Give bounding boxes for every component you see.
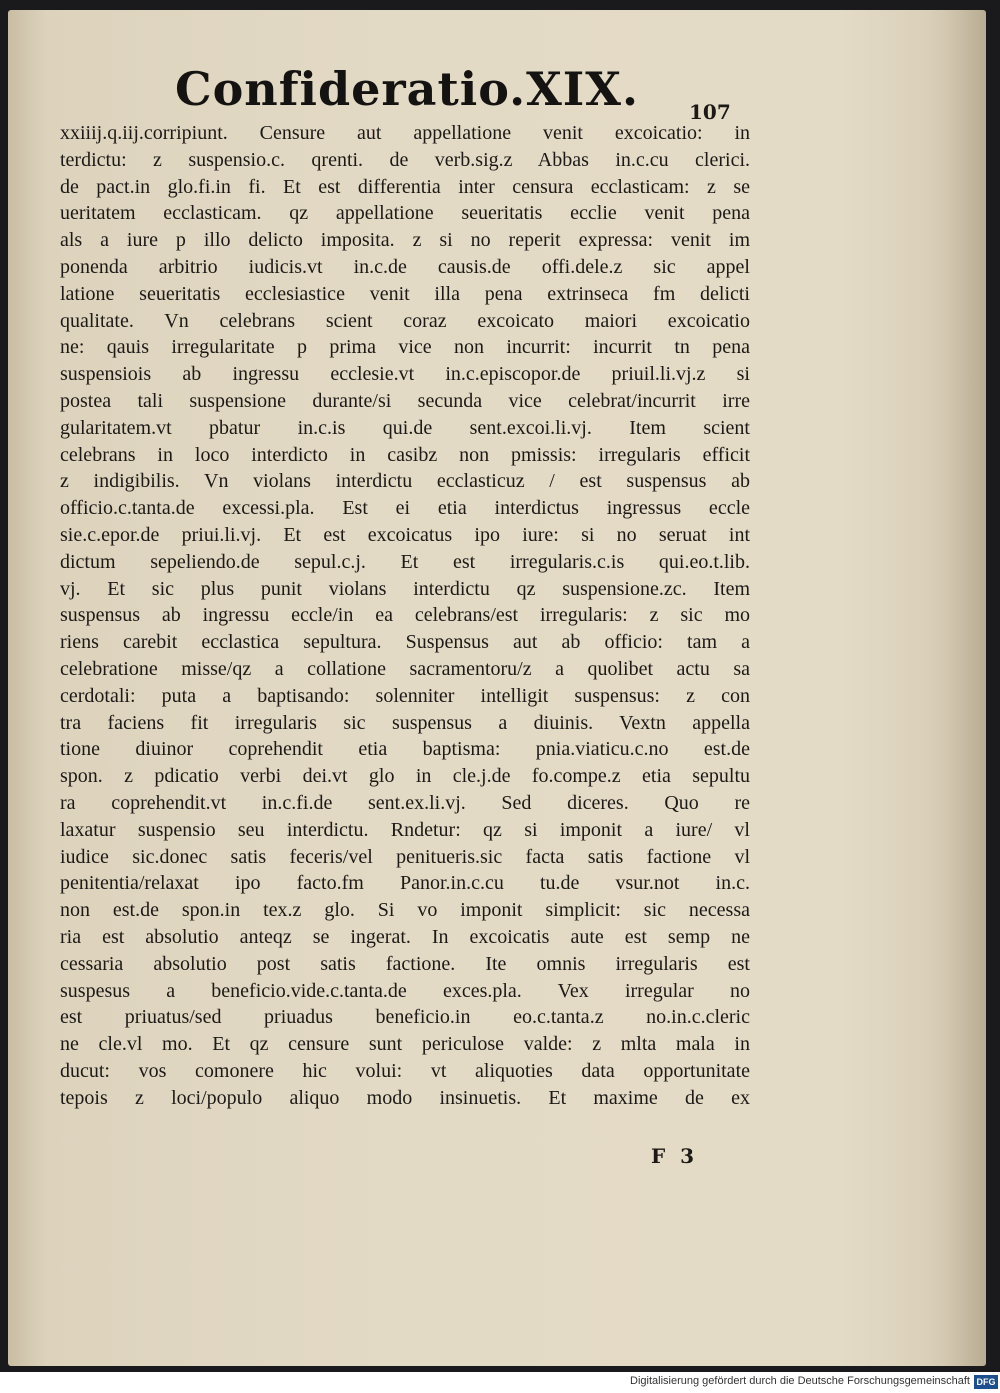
text-line: ponenda arbitrio iudicis.vt in.c.de causis.de offi.dele.z sic appel [60,255,750,278]
text-line: non est.de spon.in tex.z glo. Si vo imponit simplicit: sic necessa [60,899,750,922]
text-line: spon. z pdicatio verbi dei.vt glo in cle.j.de fo.compe.z etia sepultu [60,765,750,788]
page-edge-shadow [926,10,986,1366]
page-heading: Confideratio.XIX. [175,62,639,116]
dfg-logo: DFG [974,1375,998,1389]
text-line: iudice sic.donec satis feceris/vel penitueris.sic facta satis factione vl [60,845,750,868]
text-line: est priuatus/sed priuadus beneficio.in eo.c.tanta.z no.in.c.cleric [60,1006,750,1029]
text-line: suspesus a beneficio.vide.c.tanta.de exces.pla. Vex irregular no [60,979,750,1002]
text-line: ria est absolutio anteqz se ingerat. In excoicatis aute est semp ne [60,925,750,948]
text-line: suspensus ab ingressu eccle/in ea celebrans/est irregularis: z sic mo [60,604,750,627]
text-line: tepois z loci/populo aliquo modo insinuetis. Et maxime de ex [60,1086,750,1109]
text-line: laxatur suspensio seu interdictu. Rndetur: qz si imponit a iure/ vl [60,818,750,841]
body-text [60,120,750,1111]
text-line: ne cle.vl mo. Et qz censure sunt periculose valde: z mlta mala in [60,1033,750,1056]
text-line: cerdotali: puta a baptisando: solenniter intelligit suspensus: z con [60,684,750,707]
text-line: tione diuinor coprehendit etia baptisma: pnia.viaticu.c.no est.de [60,738,750,761]
text-line: dictum sepeliendo.de sepul.c.j. Et est irregularis.c.is qui.eo.t.lib. [60,550,750,573]
text-line: riens carebit ecclastica sepultura. Suspensus aut ab officio: tam a [60,631,750,654]
funding-credit: Digitalisierung gefördert durch die Deutsche Forschungsgemeinschaft [630,1375,970,1387]
text-line: ducut: vos comonere hic volui: vt aliquoties data opportunitate [60,1059,750,1082]
folio-number: 107 [689,100,731,124]
text-line: postea tali suspensione durante/si secunda vice celebrat/incurrit irre [60,389,750,412]
text-line: ne: qauis irregularitate p prima vice non incurrit: incurrit tn pena [60,336,750,359]
text-line: celebratione misse/qz a collatione sacramentoru/z a quolibet actu sa [60,657,750,680]
text-line: latione seueritatis ecclesiastice venit illa pena extrinseca fm delicti [60,282,750,305]
text-line: qualitate. Vn celebrans scient coraz excoicato maiori excoicatio [60,309,750,332]
text-line: sie.c.epor.de priui.li.vj. Et est excoicatus ipo iure: si no seruat int [60,523,750,546]
text-line: z indigibilis. Vn violans interdictu ecclasticuz / est suspensus ab [60,470,750,493]
text-line: tra faciens fit irregularis sic suspensus a diuinis. Vextn appella [60,711,750,734]
text-line: de pact.in glo.fi.in fi. Et est differentia inter censura ecclasticam: z se [60,175,750,198]
text-line: penitentia/relaxat ipo facto.fm Panor.in.c.cu tu.de vsur.not in.c. [60,872,750,895]
text-line: als a iure p illo delicto imposita. z si no reperit expressa: venit im [60,229,750,252]
text-line: gularitatem.vt pbatur in.c.is qui.de sent.excoi.li.vj. Item scient [60,416,750,439]
text-line: vj. Et sic plus punit violans interdictu qz suspensione.zc. Item [60,577,750,600]
text-line: officio.c.tanta.de excessi.pla. Est ei etia interdictus ingressus eccle [60,497,750,520]
text-line: ra coprehendit.vt in.c.fi.de sent.ex.li.vj. Sed diceres. Quo re [60,791,750,814]
signature-mark: F 3 [651,1144,699,1168]
text-line: terdictu: z suspensio.c. qrenti. de verb.sig.z Abbas in.c.cu clerici. [60,148,750,171]
text-line: suspensiois ab ingressu ecclesie.vt in.c.episcopor.de priuil.li.vj.z si [60,363,750,386]
text-line: celebrans in loco interdicto in casibz non pmissis: irregularis efficit [60,443,750,466]
text-line: cessaria absolutio post satis factione. Ite omnis irregularis est [60,952,750,975]
text-line: ueritatem ecclasticam. qz appellatione seueritatis ecclie venit pena [60,202,750,225]
text-line: xxiiij.q.iij.corripiunt. Censure aut appellatione venit excoicatio: in [60,122,750,144]
footer-bar [0,1372,1000,1393]
